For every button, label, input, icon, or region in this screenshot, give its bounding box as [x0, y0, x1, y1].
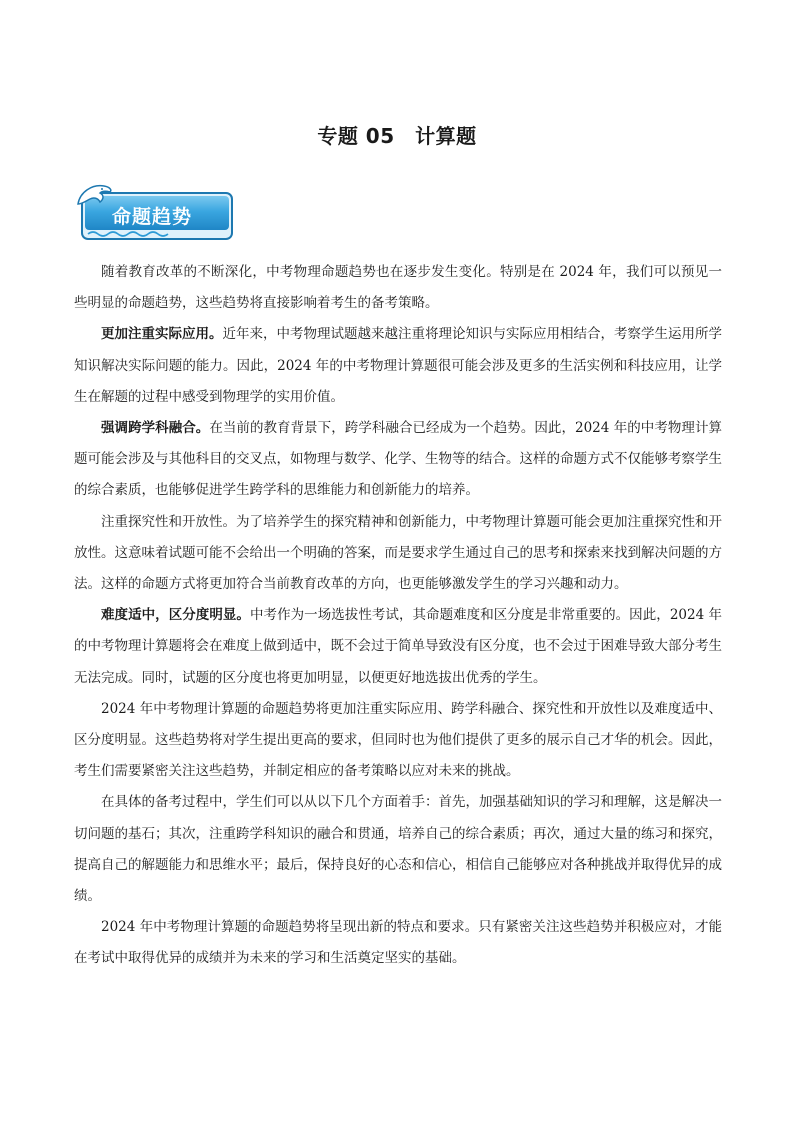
- paragraph: 难度适中，区分度明显。中考作为一场选拔性考试，其命题难度和区分度是非常重要的。因此，2024 年的中考物理计算题将会在难度上做到适中，既不会过于简单导致没有区分度，也不会过于困难导致大部分考生无法完成。同时，试题的区分度也将更加明显，以便更好地选拔出优秀的学生。: [74, 607, 723, 686]
- paragraph: 在具体的备考过程中，学生们可以从以下几个方面着手：首先，加强基础知识的学习和理解，这是解决一切问题的基石；其次，注重跨学科知识的融合和贯通，培养自己的综合素质；再次，通过大量的练习和探究，提高自己的解题能力和思维水平；最后，保持良好的心态和信心，相信自己能够应对各种挑战并取得优异的成绩。: [74, 794, 722, 905]
- paragraph: 随着教育改革的不断深化，中考物理命题趋势也在逐步发生变化。特别是在 2024 年，我们可以预见一些明显的命题趋势，这些趋势将直接影响着考生的备考策略。: [74, 264, 722, 312]
- paragraph: 2024 年中考物理计算题的命题趋势将呈现出新的特点和要求。只有紧密关注这些趋势并积极应对，才能在考试中取得优异的成绩并为未来的学习和生活奠定坚实的基础。: [74, 919, 722, 967]
- paragraph: 2024 年中考物理计算题的命题趋势将更加注重实际应用、跨学科融合、探究性和开放性以及难度适中、区分度明显。这些趋势将对学生提出更高的要求，但同时也为他们提供了更多的展示自己才华的机会。因此，考生们需要紧密关注这些趋势，并制定相应的备考策略以应对未来的挑战。: [74, 700, 722, 780]
- paragraph: 注重探究性和开放性。为了培养学生的探究精神和创新能力，中考物理计算题可能会更加注重探究性和开放性。这意味着试题可能不会给出一个明确的答案，而是要求学生通过自己的思考和探索来找到解决问题的方法。这样的命题方式将更加符合当前教育改革的方向，也更能够激发学生的学习兴趣和动力。: [74, 513, 722, 593]
- page-title: 专题 05 计算题: [317, 124, 477, 148]
- paragraph-lead: 难度适中，区分度明显。: [101, 607, 250, 624]
- document-body: [74, 257, 722, 975]
- paragraph: 更加注重实际应用。近年来，中考物理试题越来越注重将理论知识与实际应用相结合，考察学生运用所学知识解决实际问题的能力。因此，2024 年的中考物理计算题很可能会涉及更多的生活实例和科技应用，让学生在解题的过程中感受到物理学的实用价值。: [74, 326, 722, 405]
- section-badge: [74, 178, 236, 244]
- paragraph: 强调跨学科融合。在当前的教育背景下，跨学科融合已经成为一个趋势。因此，2024 年的中考物理计算题可能会涉及与其他科目的交叉点，如物理与数学、化学、生物等的结合。这样的命题方式不仅能够考察学生的综合素质，也能够促进学生跨学科的思维能力和创新能力的培养。: [74, 420, 722, 499]
- paragraph-lead: 更加注重实际应用。: [101, 326, 223, 343]
- section-badge-label: 命题趋势: [112, 206, 193, 228]
- paragraph-lead: 强调跨学科融合。: [101, 420, 210, 437]
